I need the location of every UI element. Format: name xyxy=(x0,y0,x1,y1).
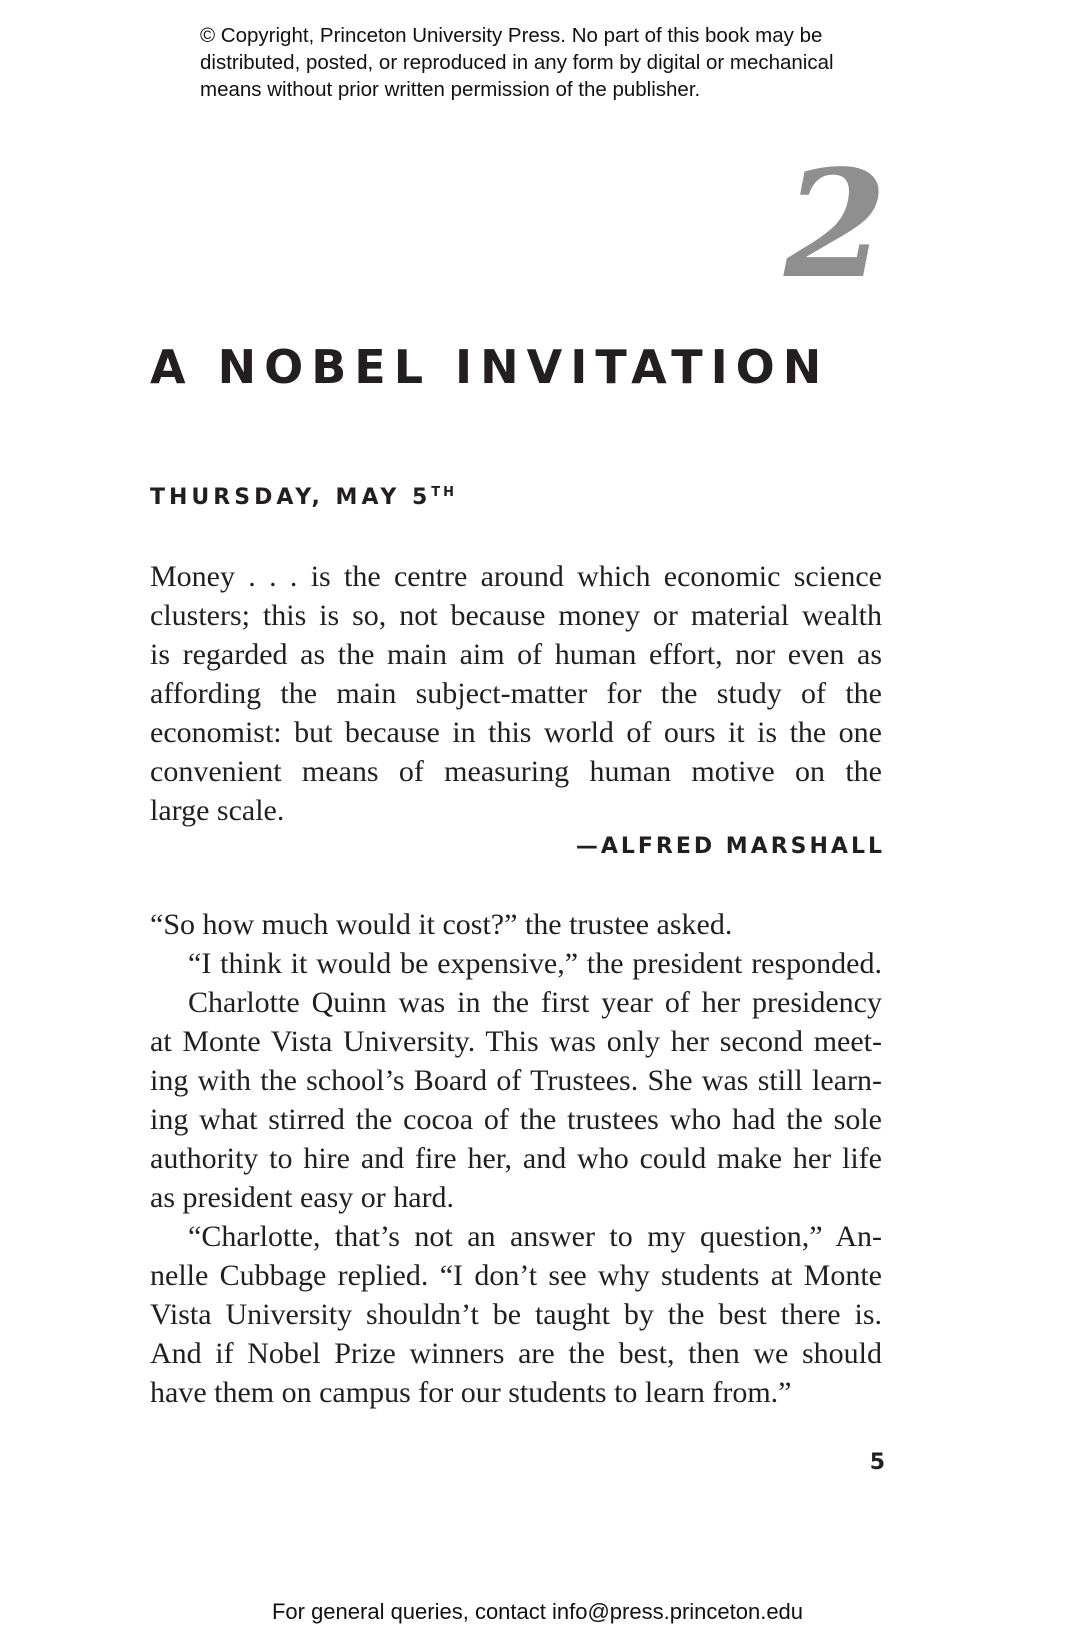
body-line: ing with the school’s Board of Trustees. She was still learn- xyxy=(150,1064,882,1097)
chapter-title: A NOBEL INVITATION xyxy=(150,340,830,394)
dateline xyxy=(150,486,457,509)
epigraph-line: is regarded as the main aim of human effort, nor even as xyxy=(150,638,882,671)
epigraph-attribution: —ALFRED MARSHALL xyxy=(575,834,885,859)
epigraph-line: Money . . . is the centre around which economic science xyxy=(150,560,882,593)
dateline-suffix: TH xyxy=(431,485,458,500)
page-number: 5 xyxy=(869,1450,885,1475)
footer-contact: For general queries, contact info@press.princeton.edu xyxy=(271,1599,804,1624)
copyright-line: © Copyright, Princeton University Press. No part of this book may be xyxy=(200,24,823,47)
dateline-text: THURSDAY, MAY 5 xyxy=(150,485,432,510)
epigraph-line: affording the main subject-matter for the study of the xyxy=(150,677,882,710)
body-line: ing what stirred the cocoa of the trustees who had the sole xyxy=(150,1103,882,1136)
copyright-notice xyxy=(200,22,920,103)
body-line: And if Nobel Prize winners are the best, then we should xyxy=(150,1337,882,1370)
epigraph-line: clusters; this is so, not because money or material wealth xyxy=(150,599,882,632)
body-line: nelle Cubbage replied. “I don’t see why students at Monte xyxy=(150,1259,882,1292)
body-line: as president easy or hard. xyxy=(150,1181,455,1214)
epigraph-line: economist: but because in this world of ours it is the one xyxy=(150,716,882,749)
epigraph-line: large scale. xyxy=(150,794,285,827)
body-line: Charlotte Quinn was in the first year of her presidency xyxy=(188,986,882,1019)
body-line: “Charlotte, that’s not an answer to my question,” An- xyxy=(188,1220,882,1253)
body-text xyxy=(150,905,882,1412)
body-line: at Monte Vista University. This was only her second meet- xyxy=(150,1025,882,1058)
body-line: “So how much would it cost?” the trustee asked. xyxy=(150,908,733,941)
copyright-line: means without prior written permission of the publisher. xyxy=(200,78,701,101)
body-line: Vista University shouldn’t be taught by the best there is. xyxy=(150,1298,882,1331)
body-line: have them on campus for our students to learn from.” xyxy=(150,1376,792,1409)
copyright-line: distributed, posted, or reproduced in any form by digital or mechanical xyxy=(200,51,834,74)
chapter-number: 2 xyxy=(784,137,887,311)
body-line: authority to hire and fire her, and who could make her life xyxy=(150,1142,882,1175)
epigraph-line: convenient means of measuring human motive on the xyxy=(150,755,882,788)
body-line: “I think it would be expensive,” the president responded. xyxy=(188,947,882,980)
epigraph xyxy=(150,557,882,830)
